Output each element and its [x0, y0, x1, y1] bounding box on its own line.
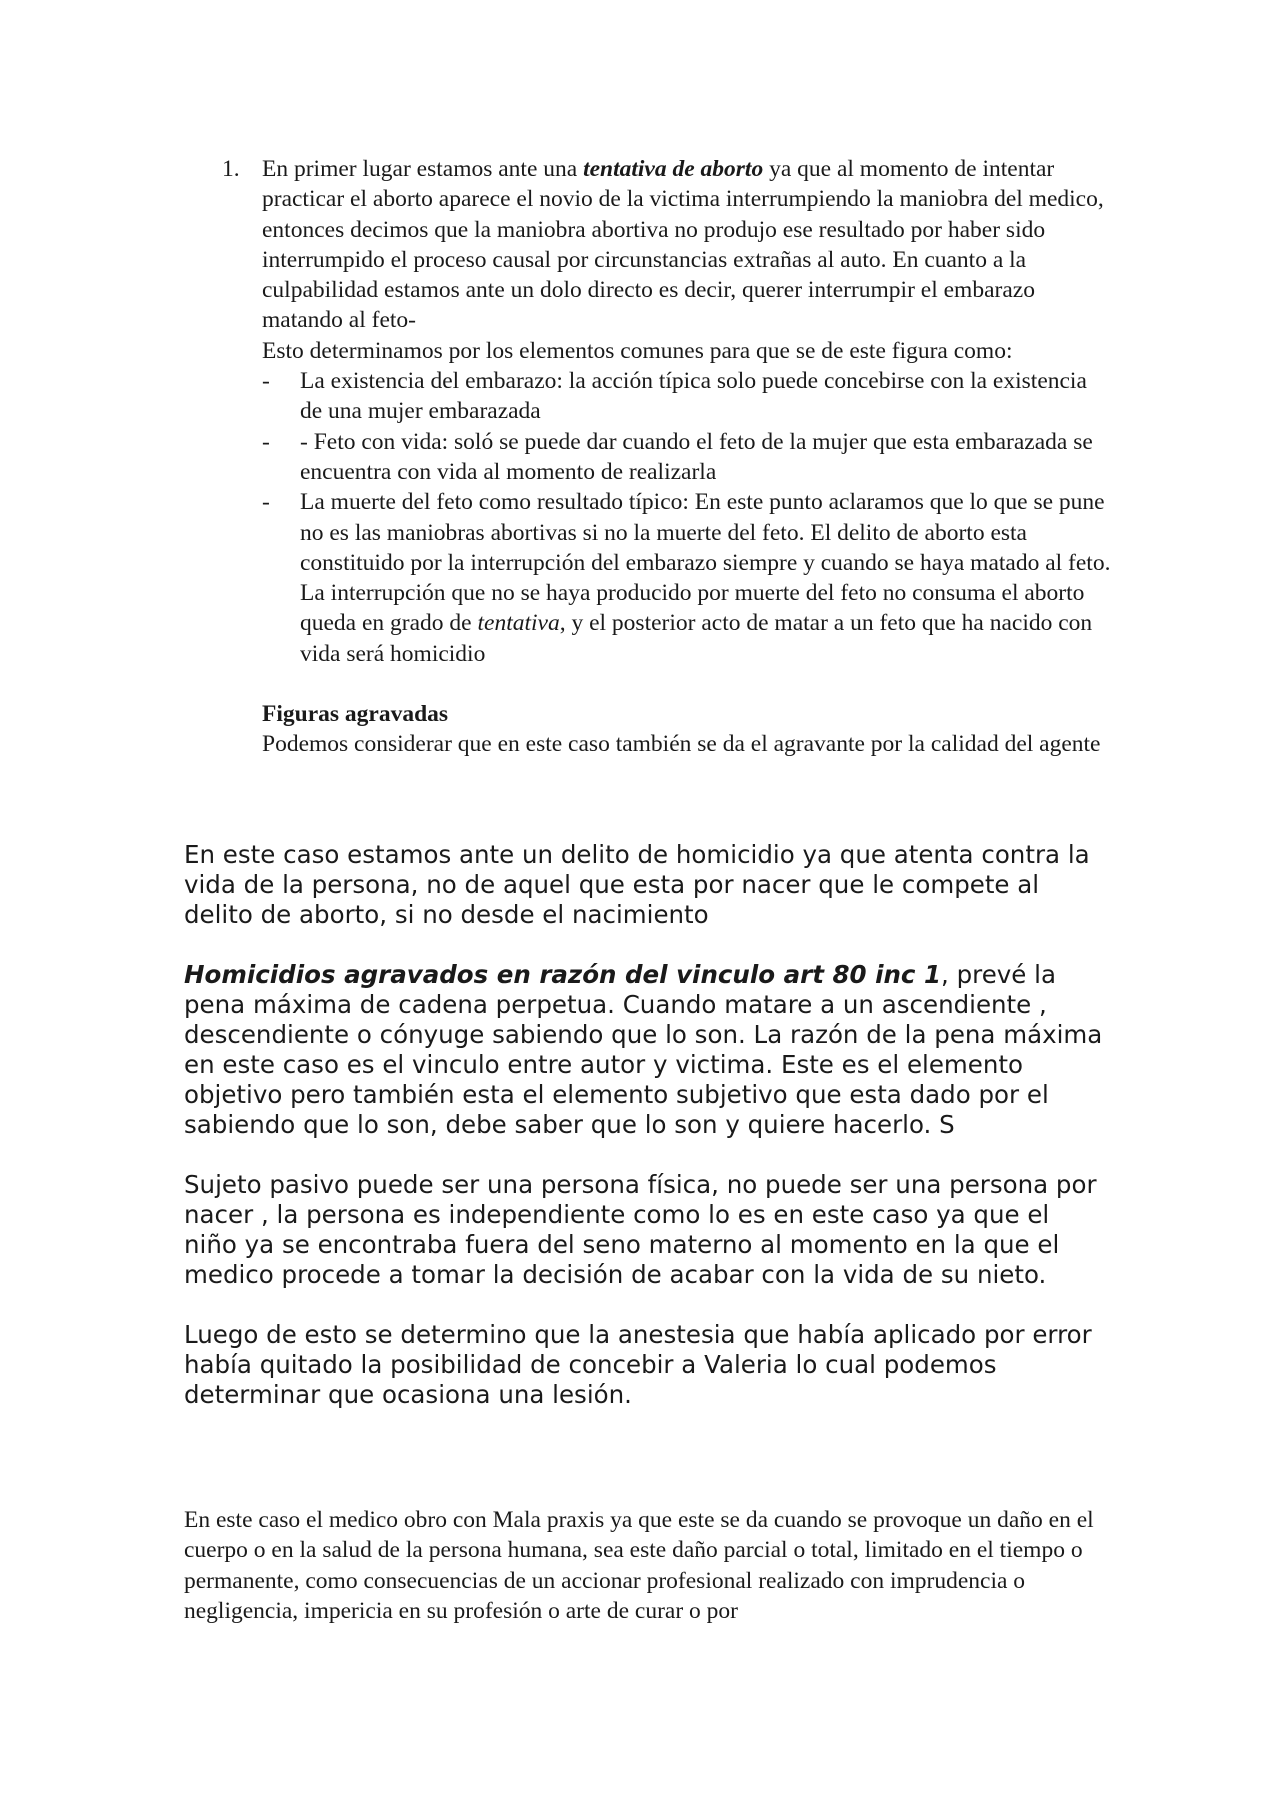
paragraph-homicidios-agravados: Homicidios agravados en razón del vinculo art 80 inc 1, prevé la pena máxima de cadena perpetua. Cuando matare a un ascendiente , descendiente o cónyuge sabiendo que lo son. La razón de la pena máxima en este caso es el vinculo entre autor y victima. Este es el elemento objetivo pero también esta el elemento subjetivo que esta dado por el sabiendo que lo son, debe saber que lo son y quiere hacerlo. S [184, 960, 1103, 1139]
paragraph-mala-praxis: En este caso el medico obro con Mala praxis ya que este se da cuando se provoque un daño en el cuerpo o en la salud de la persona humana, sea este daño parcial o total, limitado en el tiempo o permanente, como consecuencias de un accionar profesional realizado con imprudencia o negligencia, impericia en su profesión o arte de curar o por [184, 1507, 1094, 1624]
list-number: 1. [222, 156, 240, 182]
dash-bullet: - [262, 489, 270, 516]
paragraph-elementos: Esto determinamos por los elementos comunes para que se de este figura como: [262, 337, 1013, 364]
dash-list-item [262, 427, 1112, 488]
emphasis-homicidios-agravados: Homicidios agravados en razón del vinculo art 80 inc 1 [184, 960, 942, 989]
paragraph-homicidio: En este caso estamos ante un delito de homicidio ya que atenta contra la vida de la persona, no de aquel que esta por nacer que le compete al delito de aborto, si no desde el nacimiento [184, 840, 1090, 929]
dash-list-item [262, 487, 1112, 669]
paragraph-sujeto-pasivo: Sujeto pasivo puede ser una persona física, no puede ser una persona por nacer , la persona es independiente como lo es en este caso ya que el niño ya se encontraba fuera del seno materno al momento en la que el medico procede a tomar la decisión de acabar con la vida de su nieto. [184, 1170, 1097, 1289]
dash-item-text: - Feto con vida: soló se puede dar cuando el feto de la mujer que esta embarazada se encuentra con vida al momento de realizarla [300, 428, 1093, 485]
dash-bullet: - [262, 368, 270, 395]
list-item-body [262, 154, 1112, 760]
paragraph-agravadas: Podemos considerar que en este caso también se da el agravante por la calidad del agente [262, 731, 1101, 758]
paragraph-tentativa: En primer lugar estamos ante una tentativa de aborto ya que al momento de intentar practicar el aborto aparece el novio de la victima interrumpiendo la maniobra del medico, entonces decimos que la maniobra abortiva no produjo ese resultado por haber sido interrumpido el proceso causal por circunstancias extrañas al auto. En cuanto a la culpabilidad estamos ante un dolo directo es decir, querer interrumpir el embarazo matando al feto- [262, 156, 1104, 334]
dash-item-text: La existencia del embarazo: la acción típica solo puede concebirse con la existencia de una mujer embarazada [300, 368, 1087, 425]
paragraph-lesion: Luego de esto se determino que la anestesia que había aplicado por error había quitado la posibilidad de concebir a Valeria lo cual podemos determinar que ocasiona una lesión. [184, 1320, 1092, 1409]
dash-item-text: La muerte del feto como resultado típico: En este punto aclaramos que lo que se pune no es las maniobras abortivas si no la muerte del feto. El delito de aborto esta constituido por la interrupción del embarazo siempre y cuando se haya matado al feto. La interrupción que no se haya producido por muerte del feto no consuma el aborto queda en grado de tentativa, y el posterior acto de matar a un feto que ha nacido con vida será homicidio [300, 489, 1111, 667]
dash-list-item [262, 366, 1112, 427]
homicidio-section [184, 840, 1104, 1440]
dash-bullet: - [262, 428, 270, 455]
emphasis-tentativa-de-aborto: tentativa de aborto [583, 156, 764, 182]
emphasis-tentativa: tentativa [477, 610, 560, 637]
section-heading-figuras-agravadas: Figuras agravadas [262, 701, 449, 728]
